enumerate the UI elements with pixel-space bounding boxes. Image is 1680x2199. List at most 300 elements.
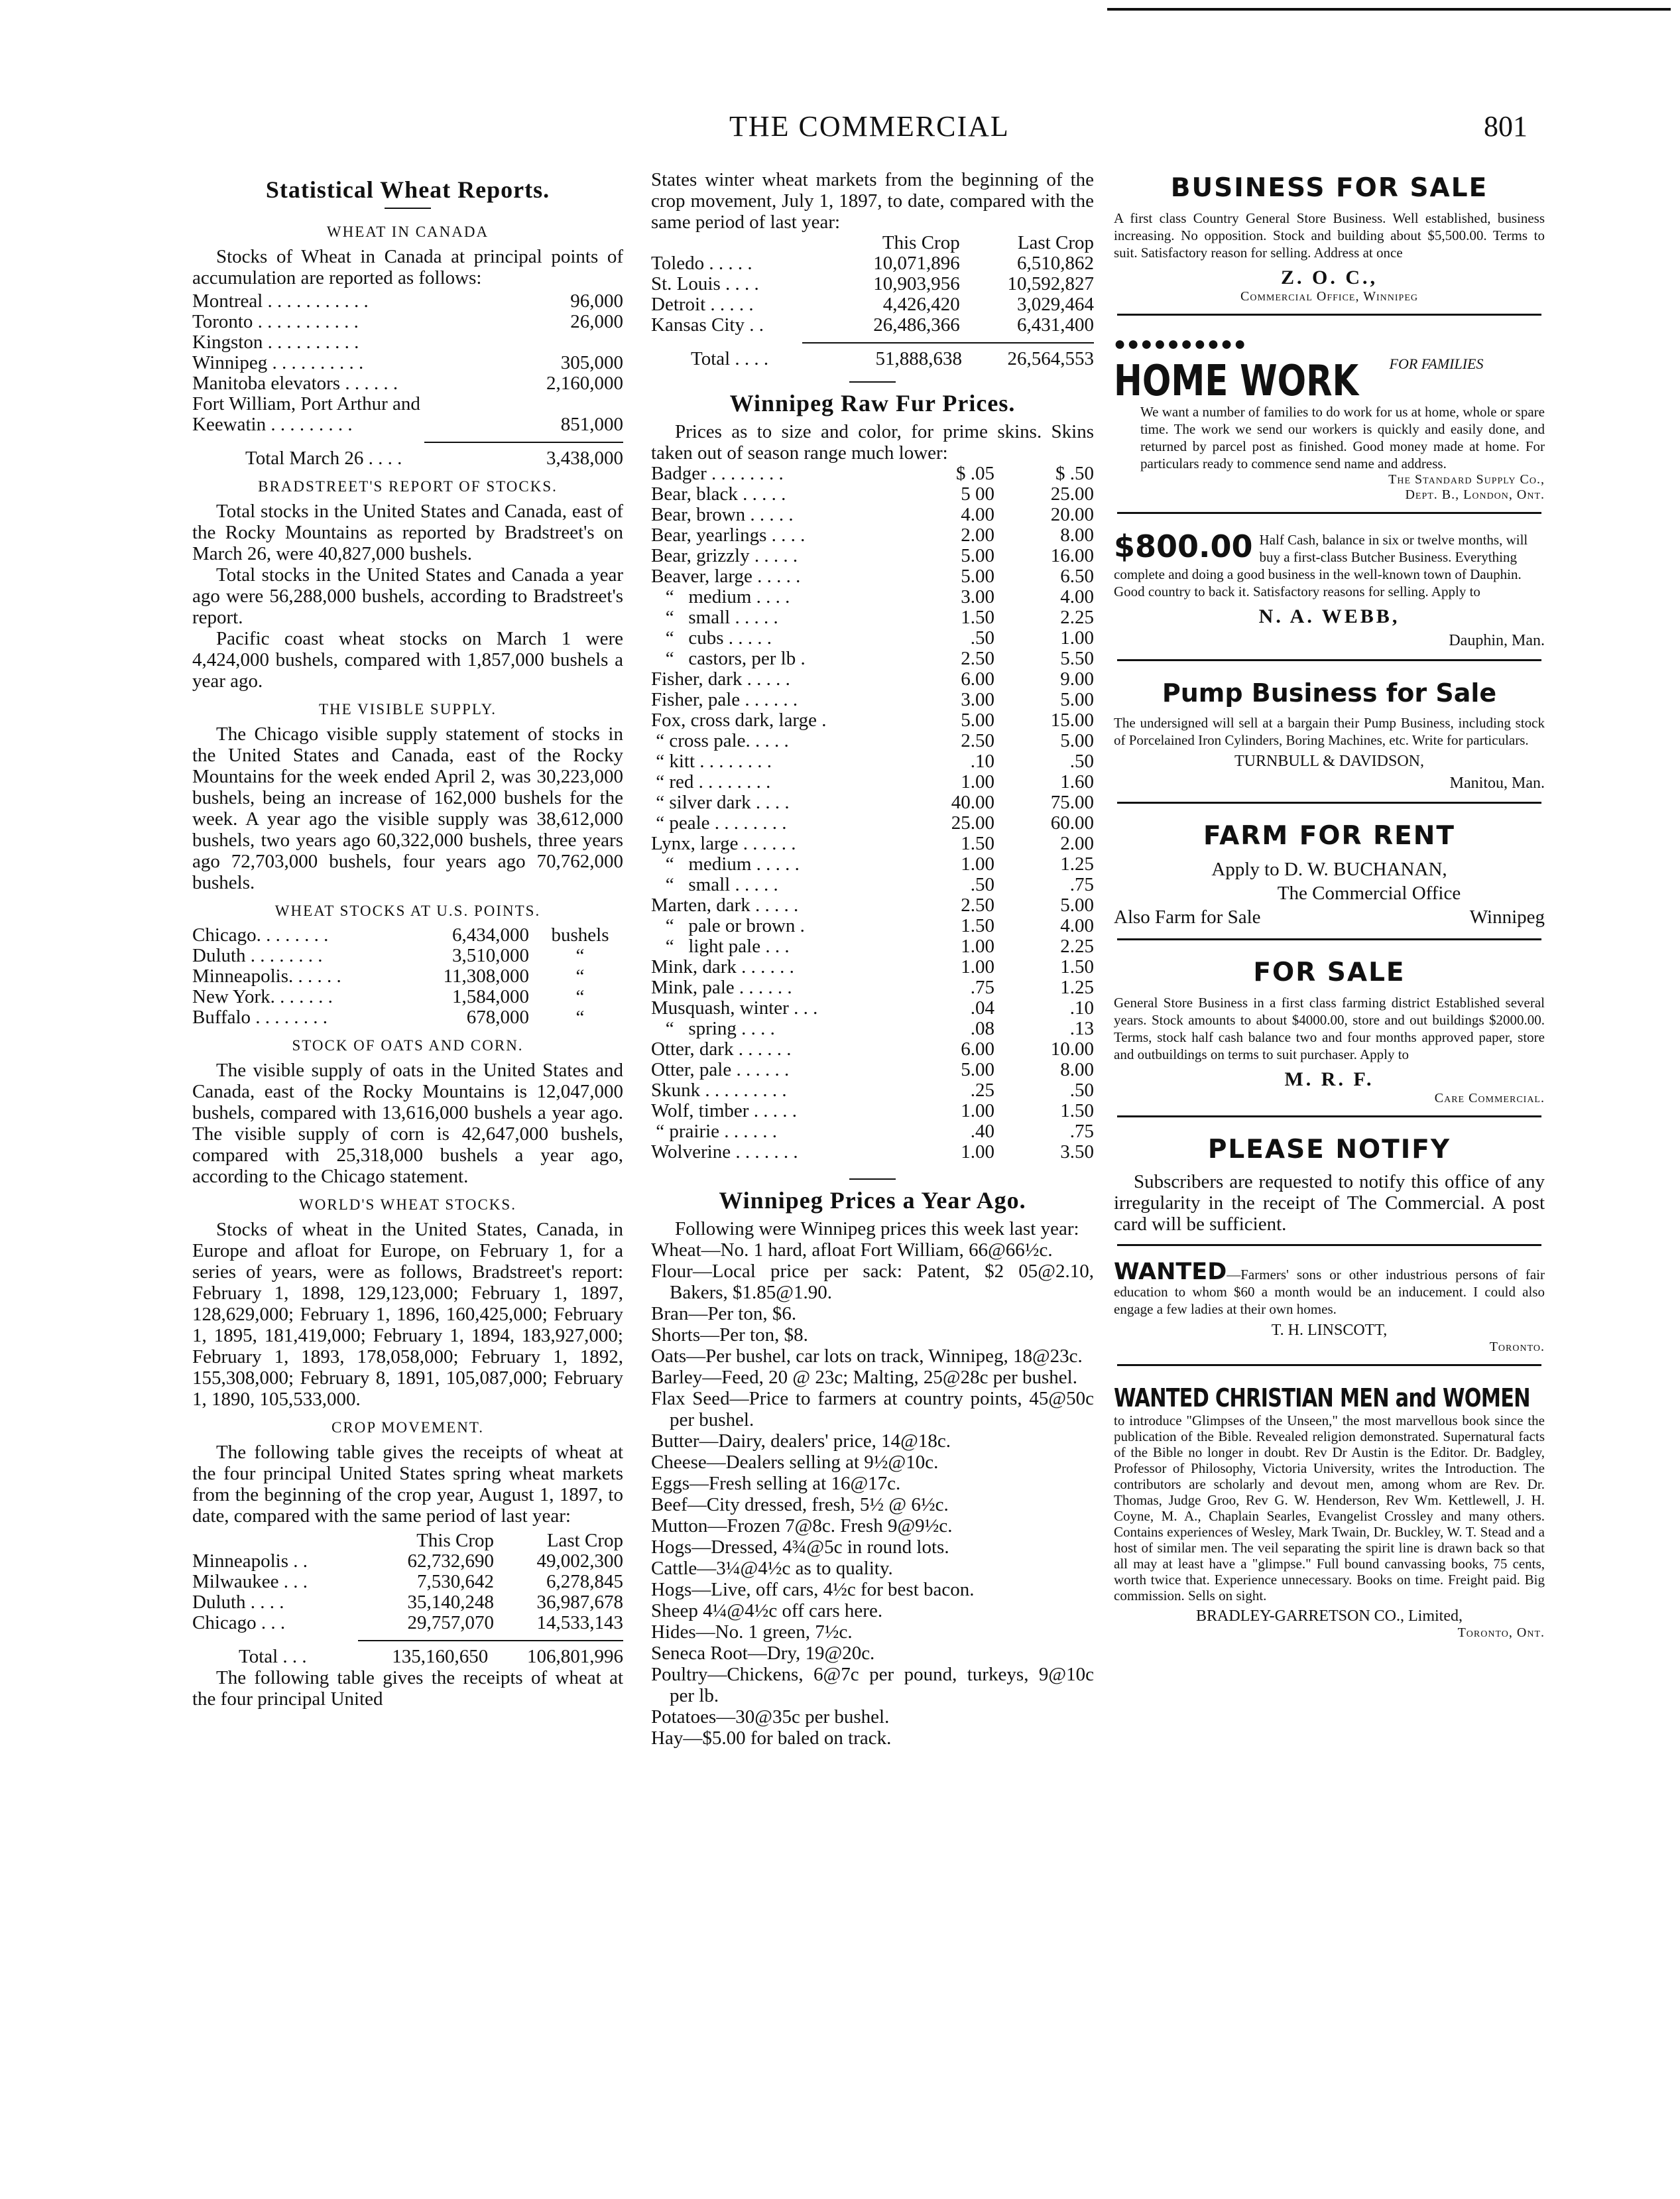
- table-row: [651, 566, 1094, 587]
- butcher-ad: [1114, 531, 1545, 600]
- row-label: Duluth . . . . . . . .: [192, 945, 323, 966]
- row-unit: “: [575, 945, 585, 966]
- fur-high-price: 5.50: [1060, 648, 1094, 669]
- table-row: [651, 1101, 1094, 1121]
- fur-item: “ medium . . . .: [651, 586, 790, 607]
- table-row: [192, 332, 623, 353]
- fur-low-price: 1.50: [961, 833, 994, 854]
- price-item: Potatoes—30@35c per bushel.: [651, 1706, 890, 1728]
- fur-low-price: .08: [970, 1018, 994, 1039]
- column-header: This Crop: [416, 1530, 494, 1551]
- paragraph: The Chicago visible supply statement of stocks in the United States and Canada, east of the Rocky Mountains for the week ended April 2, was 30,223,000 bushels, being an increase of 162,000 bushels for the week. A year ago the visible supply was 38,612,000 bushels, two years ago 60,322,000 bushels, three years ago 72,703,000 bushels, four years ago 70,762,000 bushels.: [192, 723, 623, 893]
- ad-body: Subscribers are requested to notify this office of any irregularity in the receipt of The Commercial. A post card will be sufficient.: [1114, 1171, 1545, 1235]
- table-row: [651, 957, 1094, 977]
- ad-address: Dauphin, Man.: [1449, 632, 1545, 649]
- row-value: 96,000: [570, 290, 623, 312]
- table-row: [651, 813, 1094, 834]
- sum-rule: [802, 342, 1094, 344]
- ad-signature: N. A. WEBB,: [1258, 605, 1400, 627]
- paragraph: Pacific coast wheat stocks on March 1 were 4,424,000 bushels, compared with 1,857,000 bushels a year ago.: [192, 628, 623, 692]
- fur-item: “ small . . . . .: [651, 874, 778, 895]
- table-row: [192, 1572, 623, 1592]
- fur-low-price: 1.00: [961, 1100, 994, 1121]
- row-label: Duluth . . . .: [192, 1592, 284, 1613]
- fur-item: “ pale or brown .: [651, 915, 805, 936]
- ad-address: Manitou, Man.: [1449, 775, 1545, 792]
- table-row: [651, 751, 1094, 772]
- table-row: [651, 731, 1094, 751]
- ad-signature: The Standard Supply Co.,: [1388, 472, 1545, 487]
- row-label: Milwaukee . . .: [192, 1571, 308, 1592]
- table-row: [651, 587, 1094, 607]
- fur-item: Wolverine . . . . . . .: [651, 1141, 798, 1162]
- fur-high-price: 2.25: [1060, 936, 1094, 957]
- fur-prices-table: [651, 464, 1094, 1162]
- row-this-crop: 10,071,896: [873, 253, 960, 274]
- table-row: [192, 291, 623, 312]
- table-row: [651, 464, 1094, 484]
- fur-high-price: 1.25: [1060, 853, 1094, 875]
- fur-high-price: 8.00: [1060, 525, 1094, 546]
- fur-low-price: 40.00: [951, 792, 994, 813]
- table-row: [651, 772, 1094, 792]
- fur-low-price: 6.00: [961, 668, 994, 690]
- fur-item: “ cubs . . . . .: [651, 627, 772, 649]
- ad-title: BUSINESS FOR SALE: [1170, 173, 1488, 203]
- column-left: [192, 169, 623, 1710]
- ad-address: Care Commercial.: [1434, 1091, 1545, 1105]
- ad-title: WANTED CHRISTIAN MEN and WOMEN: [1114, 1383, 1530, 1413]
- fur-high-price: 16.00: [1050, 545, 1094, 566]
- table-row: [192, 987, 623, 1007]
- fur-item: Musquash, winter . . .: [651, 997, 818, 1019]
- page-number: 801: [1484, 110, 1528, 143]
- fur-item: “ small . . . . .: [651, 607, 778, 628]
- fur-item: “ light pale . . .: [651, 936, 790, 957]
- ad-signature: TURNBULL & DAVIDSON,: [1234, 753, 1424, 770]
- fur-high-price: 25.00: [1050, 483, 1094, 505]
- section-heading: CROP MOVEMENT.: [331, 1419, 484, 1436]
- fur-low-price: 1.00: [961, 1141, 994, 1162]
- paragraph: The following table gives the receipts of wheat at the four principal United States spring wheat markets from the beginning of the crop year, August 1, 1897, to date, compared with the same period of last year:: [192, 1442, 623, 1527]
- table-row: [651, 1039, 1094, 1060]
- price-list: [651, 1239, 1094, 1749]
- row-label: Toronto . . . . . . . . . . .: [192, 311, 359, 332]
- row-value: 305,000: [560, 352, 623, 373]
- table-row: [192, 1007, 623, 1028]
- table-row: [651, 1080, 1094, 1101]
- price-item: Oats—Per bushel, car lots on track, Winnipeg, 18@23c.: [651, 1346, 1083, 1367]
- row-label: Winnipeg . . . . . . . . . .: [192, 352, 364, 373]
- table-row: [192, 448, 623, 469]
- paragraph: Total stocks in the United States and Canada a year ago were 56,288,000 bushels, according to Bradstreet's report.: [192, 564, 623, 628]
- fur-low-price: .25: [970, 1080, 994, 1101]
- fur-item: Wolf, timber . . . . .: [651, 1100, 797, 1121]
- row-this-crop: 29,757,070: [407, 1612, 494, 1633]
- table-row: [651, 1142, 1094, 1162]
- fur-item: Fisher, pale . . . . . .: [651, 689, 798, 710]
- fur-item: Mink, pale . . . . . .: [651, 977, 792, 998]
- row-label: Kingston . . . . . . . . . .: [192, 332, 359, 353]
- fur-high-price: 2.25: [1060, 607, 1094, 628]
- fur-item: Marten, dark . . . . .: [651, 895, 799, 916]
- row-value: 6,434,000: [451, 924, 529, 946]
- total-last: 106,801,996: [527, 1646, 623, 1667]
- table-row: [192, 1613, 623, 1633]
- price-item: Flour—Local price per sack: Patent, $2 05@2.10, Bakers, $1.85@1.90.: [651, 1261, 1094, 1303]
- price-item: Hogs—Dressed, 4¾@5c in round lots.: [651, 1537, 949, 1558]
- winter-crop-total: [651, 349, 1094, 369]
- table-row: [192, 1592, 623, 1613]
- fur-high-price: 1.50: [1060, 1100, 1094, 1121]
- section-heading: WHEAT IN CANADA: [326, 223, 489, 240]
- price-item: Shorts—Per ton, $8.: [651, 1324, 808, 1346]
- table-row: [651, 349, 1094, 369]
- row-label: Kansas City . .: [651, 314, 764, 336]
- column-middle: [651, 169, 1094, 1749]
- fur-item: “ kitt . . . . . . . .: [651, 751, 772, 772]
- spring-crop-table: [192, 1531, 623, 1633]
- table-row: [651, 294, 1094, 315]
- table-row: [651, 977, 1094, 998]
- paragraph: States winter wheat markets from the beginning of the crop movement, July 1, 1897, to date, compared with the same period of last year:: [651, 169, 1094, 233]
- top-rule: [1107, 8, 1671, 11]
- fur-low-price: 1.00: [961, 853, 994, 875]
- home-work-heading: [1114, 357, 1545, 403]
- ad-title: HOME WORK: [1114, 357, 1359, 403]
- ad-title: FARM FOR RENT: [1203, 821, 1456, 851]
- price-item: Bran—Per ton, $6.: [651, 1303, 797, 1324]
- sum-rule: [424, 442, 623, 443]
- fur-item: Fox, cross dark, large .: [651, 710, 827, 731]
- table-row: [651, 998, 1094, 1019]
- fur-item: Lynx, large . . . . . .: [651, 833, 796, 854]
- us-stocks-table: [192, 925, 623, 1028]
- fur-item: “ prairie . . . . . .: [651, 1121, 778, 1142]
- table-row: [192, 373, 623, 394]
- fur-low-price: .50: [970, 874, 994, 895]
- ad-line: The Commercial Office: [1277, 883, 1461, 904]
- ad-divider: [1117, 1364, 1541, 1366]
- table-row: [192, 1551, 623, 1572]
- ad-address: Toronto, Ont.: [1457, 1625, 1545, 1640]
- ad-title: WANTED: [1114, 1259, 1227, 1285]
- fur-item: Bear, grizzly . . . . .: [651, 545, 798, 566]
- ad-body: Half Cash, balance in six or twelve months, will buy a first-class Butcher Business. Everything complete and doing a good business in the well-known town of Dauphin. Good country to back it. Satisfactory reasons for selling. Apply to: [1114, 532, 1528, 599]
- sum-rule: [358, 1640, 623, 1641]
- row-value: 26,000: [570, 311, 623, 332]
- fur-low-price: 1.50: [961, 915, 994, 936]
- table-row: [192, 925, 623, 946]
- row-value: 1,584,000: [451, 986, 529, 1007]
- ad-body: The undersigned will sell at a bargain their Pump Business, including stock of Porcelained Iron Cylinders, Boring Machines, etc. Write for particulars.: [1114, 715, 1545, 748]
- paragraph: The visible supply of oats in the United States and Canada, east of the Rocky Mountains is 12,047,000 bushels, compared with 13,616,000 bushels a year ago. The visible supply of corn is 42,647,000 bushels, compared with 25,318,000 bushels a year ago, according to the Chicago statement.: [192, 1060, 623, 1187]
- fur-item: “ spring . . . .: [651, 1018, 775, 1039]
- fur-low-price: .50: [970, 627, 994, 649]
- fur-low-price: 3.00: [961, 586, 994, 607]
- ad-line-right: Winnipeg: [1469, 907, 1545, 928]
- row-last-crop: 49,002,300: [536, 1550, 623, 1572]
- spring-crop-total: [192, 1647, 623, 1667]
- table-row: [651, 1121, 1094, 1142]
- column-header: This Crop: [882, 232, 960, 253]
- section-heading: BRADSTREET'S REPORT OF STOCKS.: [258, 478, 558, 495]
- fur-low-price: 5.00: [961, 566, 994, 587]
- year-ago-title: Winnipeg Prices a Year Ago.: [719, 1187, 1026, 1214]
- paragraph: The following table gives the receipts of wheat at the four principal United: [192, 1667, 623, 1710]
- winter-crop-table: [651, 233, 1094, 336]
- table-row: [192, 946, 623, 966]
- row-label: Chicago . . .: [192, 1612, 286, 1633]
- table-row: [651, 710, 1094, 731]
- page-header: [0, 109, 1680, 149]
- fur-high-price: 4.00: [1060, 915, 1094, 936]
- fur-item: Beaver, large . . . . .: [651, 566, 801, 587]
- row-value: 678,000: [466, 1007, 529, 1028]
- row-label: Detroit . . . . .: [651, 294, 754, 315]
- total-label: Total March 26 . . . .: [245, 448, 402, 469]
- fur-item: “ medium . . . . .: [651, 853, 800, 875]
- fur-high-price: 5.00: [1060, 730, 1094, 751]
- fur-item: Badger . . . . . . . .: [651, 463, 784, 484]
- table-row: [651, 525, 1094, 546]
- fur-low-price: 1.00: [961, 936, 994, 957]
- fur-item: “ cross pale. . . . .: [651, 730, 789, 751]
- price-item: Poultry—Chickens, 6@7c per pound, turkeys, 9@10c per lb.: [651, 1664, 1094, 1706]
- ad-address: Commercial Office, Winnipeg: [1240, 289, 1418, 304]
- fur-low-price: 3.00: [961, 689, 994, 710]
- row-value: 11,308,000: [443, 966, 529, 987]
- section-rule: [849, 381, 896, 383]
- fur-low-price: .40: [970, 1121, 994, 1142]
- price-item: Beef—City dressed, fresh, 5½ @ 6½c.: [651, 1494, 949, 1515]
- price-item: Sheep 4¼@4½c off cars here.: [651, 1600, 883, 1621]
- fur-high-price: $ .50: [1055, 463, 1094, 484]
- total-this: 51,888,638: [875, 348, 963, 369]
- section-heading: STOCK OF OATS AND CORN.: [292, 1037, 524, 1054]
- row-unit: bushels: [551, 924, 609, 946]
- table-row: [192, 353, 623, 373]
- paragraph: Prices as to size and color, for prime skins. Skins taken out of season range much lower:: [651, 421, 1094, 464]
- row-label: Manitoba elevators . . . . . .: [192, 373, 398, 394]
- fur-low-price: 2.50: [961, 648, 994, 669]
- fur-prices-title: Winnipeg Raw Fur Prices.: [729, 390, 1016, 416]
- ad-price: $800.00: [1114, 531, 1253, 564]
- table-row: [192, 414, 623, 435]
- table-row: [651, 669, 1094, 690]
- fur-high-price: .50: [1069, 1080, 1094, 1101]
- section-heading: WHEAT STOCKS AT U.S. POINTS.: [274, 903, 541, 919]
- fur-high-price: 75.00: [1050, 792, 1094, 813]
- table-row: [651, 484, 1094, 505]
- fur-high-price: .10: [1069, 997, 1094, 1019]
- row-this-crop: 62,732,690: [407, 1550, 494, 1572]
- fur-low-price: .75: [970, 977, 994, 998]
- row-label: Toledo . . . . .: [651, 253, 752, 274]
- row-value: [514, 394, 623, 414]
- table-row: [651, 628, 1094, 649]
- ad-divider: [1117, 512, 1541, 514]
- running-head: THE COMMERCIAL: [729, 110, 1010, 143]
- table-row: [192, 394, 623, 414]
- table-row: [651, 546, 1094, 566]
- price-item: Barley—Feed, 20 @ 23c; Malting, 25@28c per bushel.: [651, 1367, 1077, 1388]
- table-header-row: [192, 1531, 623, 1551]
- fur-low-price: 1.50: [961, 607, 994, 628]
- table-row: [651, 834, 1094, 854]
- row-last-crop: 6,510,862: [1017, 253, 1094, 274]
- fur-low-price: 1.00: [961, 771, 994, 792]
- fur-high-price: .75: [1069, 1121, 1094, 1142]
- section-rule: [849, 1178, 896, 1180]
- total-this: 135,160,650: [392, 1646, 489, 1667]
- fur-item: Otter, dark . . . . . .: [651, 1038, 792, 1060]
- fur-low-price: 2.00: [961, 525, 994, 546]
- fur-high-price: .75: [1069, 874, 1094, 895]
- fur-item: “ silver dark . . . .: [651, 792, 790, 813]
- fur-item: Bear, yearlings . . . .: [651, 525, 806, 546]
- ad-title: Pump Business for Sale: [1162, 678, 1497, 708]
- table-row: [651, 854, 1094, 875]
- fur-high-price: 5.00: [1060, 895, 1094, 916]
- row-this-crop: 4,426,420: [882, 294, 960, 315]
- row-label: St. Louis . . . .: [651, 273, 759, 294]
- table-header-row: [651, 233, 1094, 253]
- ad-divider: [1117, 1115, 1541, 1117]
- ad-body: General Store Business in a first class farming district Established several years. Stock amounts to about $4000.00, store and out buildings $2000.00. Terms, stock half cash balance two and four months approved paper, store and outbuildings on terms to suit purchaser. Apply to: [1114, 995, 1545, 1062]
- fur-low-price: 25.00: [951, 812, 994, 834]
- fur-high-price: .13: [1069, 1018, 1094, 1039]
- fur-high-price: 2.00: [1060, 833, 1094, 854]
- ad-line-left: Also Farm for Sale: [1114, 907, 1261, 928]
- ad-divider: [1117, 659, 1541, 661]
- ad-body: We want a number of families to do work for us at home, whole or spare time. The work we send our workers is quickly and easily done, and returned by parcel post as finished. Good money made at home. For particulars ready to commence send name and address.: [1140, 404, 1545, 471]
- fur-high-price: 1.60: [1060, 771, 1094, 792]
- fur-high-price: 1.25: [1060, 977, 1094, 998]
- fur-low-price: 2.50: [961, 895, 994, 916]
- fur-item: Bear, black . . . . .: [651, 483, 786, 505]
- fur-low-price: 4.00: [961, 504, 994, 525]
- price-item: Wheat—No. 1 hard, afloat Fort William, 66@66½c.: [651, 1239, 1053, 1261]
- fur-high-price: 1.50: [1060, 956, 1094, 977]
- row-this-crop: 10,903,956: [873, 273, 960, 294]
- paragraph: Following were Winnipeg prices this week last year:: [675, 1218, 1079, 1239]
- wheat-reports-title: Statistical Wheat Reports.: [265, 176, 550, 203]
- fur-high-price: 20.00: [1050, 504, 1094, 525]
- fur-high-price: 15.00: [1050, 710, 1094, 731]
- price-item: Mutton—Frozen 7@8c. Fresh 9@9½c.: [651, 1515, 953, 1537]
- fur-high-price: 10.00: [1050, 1038, 1094, 1060]
- fur-item: “ peale . . . . . . . .: [651, 812, 787, 834]
- fur-low-price: .10: [970, 751, 994, 772]
- fur-item: Otter, pale . . . . . .: [651, 1059, 790, 1080]
- ad-body: A first class Country General Store Business. Well established, business increasing. No opposition. Stock and building about $5,500.00. Terms to suit. Satisfactory reason for selling. Address at once: [1114, 210, 1545, 261]
- ad-signature: Z. O. C.,: [1280, 267, 1378, 288]
- table-row: [651, 315, 1094, 336]
- row-this-crop: 26,486,366: [873, 314, 960, 336]
- table-row: [651, 253, 1094, 274]
- fur-item: Fisher, dark . . . . .: [651, 668, 790, 690]
- ad-signature: BRADLEY-GARRETSON CO., Limited,: [1196, 1607, 1463, 1625]
- ad-divider: [1117, 938, 1541, 940]
- ad-signature: M. R. F.: [1284, 1068, 1374, 1090]
- table-row: [651, 936, 1094, 957]
- fur-high-price: .50: [1069, 751, 1094, 772]
- paragraph: Stocks of Wheat in Canada at principal points of accumulation are reported as follows:: [192, 246, 623, 288]
- ad-title: FOR SALE: [1253, 958, 1406, 987]
- ad-signature: T. H. LINSCOTT,: [1271, 1322, 1388, 1339]
- row-last-crop: 14,533,143: [536, 1612, 623, 1633]
- price-item: Cattle—3¼@4½c as to quality.: [651, 1558, 893, 1579]
- fur-high-price: 4.00: [1060, 586, 1094, 607]
- fur-item: Bear, brown . . . . .: [651, 504, 794, 525]
- price-item: Cheese—Dealers selling at 9½@10c.: [651, 1452, 939, 1473]
- dots-ornament: ●●●●●●●●●●: [1114, 333, 1248, 355]
- row-label: Montreal . . . . . . . . . . .: [192, 290, 369, 312]
- table-row: [651, 505, 1094, 525]
- table-row: [651, 875, 1094, 895]
- ad-line: Apply to D. W. BUCHANAN,: [1211, 859, 1447, 880]
- row-label: Minneapolis. . . . . .: [192, 966, 341, 987]
- row-last-crop: 3,029,464: [1017, 294, 1094, 315]
- table-row: [651, 649, 1094, 669]
- row-last-crop: 6,278,845: [546, 1571, 623, 1592]
- table-row: [651, 274, 1094, 294]
- price-item: Butter—Dairy, dealers' price, 14@18c.: [651, 1430, 951, 1452]
- fur-item: Mink, dark . . . . . .: [651, 956, 794, 977]
- fur-low-price: 5 00: [961, 483, 994, 505]
- row-unit: “: [575, 966, 585, 987]
- fur-low-price: 1.00: [961, 956, 994, 977]
- fur-high-price: 5.00: [1060, 689, 1094, 710]
- ad-subtitle: FOR FAMILIES: [1389, 357, 1484, 372]
- canada-stocks-table: [192, 291, 623, 435]
- row-last-crop: 10,592,827: [1007, 273, 1094, 294]
- price-item: Seneca Root—Dry, 19@20c.: [651, 1643, 875, 1664]
- table-row: [651, 1060, 1094, 1080]
- ad-divider: [1117, 1244, 1541, 1246]
- row-this-crop: 7,530,642: [417, 1571, 494, 1592]
- fur-low-price: 5.00: [961, 710, 994, 731]
- fur-item: Skunk . . . . . . . . .: [651, 1080, 787, 1101]
- table-row: [651, 1019, 1094, 1039]
- fur-low-price: $ .05: [956, 463, 994, 484]
- ad-body: —Farmers' sons or other industrious persons of fair education to whom $60 a month would be an inducement. I could also engage a few ladies at their own homes.: [1114, 1267, 1545, 1317]
- row-value: 3,510,000: [451, 945, 529, 966]
- column-header: Last Crop: [546, 1530, 623, 1551]
- fur-item: “ castors, per lb .: [651, 648, 806, 669]
- row-label: Chicago. . . . . . . .: [192, 924, 329, 946]
- fur-high-price: 9.00: [1060, 668, 1094, 690]
- table-row: [651, 916, 1094, 936]
- table-row: [651, 895, 1094, 916]
- price-item: Flax Seed—Price to farmers at country points, 45@50c per bushel.: [651, 1388, 1094, 1430]
- ad-divider: [1117, 802, 1541, 804]
- canada-total: [192, 448, 623, 469]
- row-label: Buffalo . . . . . . . .: [192, 1007, 328, 1028]
- fur-high-price: 1.00: [1060, 627, 1094, 649]
- table-row: [651, 690, 1094, 710]
- row-value: 851,000: [560, 414, 623, 435]
- table-row: [192, 966, 623, 987]
- fur-low-price: 6.00: [961, 1038, 994, 1060]
- row-last-crop: 6,431,400: [1017, 314, 1094, 336]
- total-label: Total . . .: [239, 1646, 307, 1667]
- fur-high-price: 6.50: [1060, 566, 1094, 587]
- fur-high-price: 60.00: [1050, 812, 1094, 834]
- paragraph: Stocks of wheat in the United States, Canada, in Europe and afloat for Europe, on February 1, for a series of years, were as follows, Bradstreet's report: February 1, 1898, 129,123,000; February 1, 1897, 128,629,000; February 1, 1896, 160,425,000; February 1, 1895, 181,419,000; February 1, 1894, 183,927,000; February 1, 1893, 178,058,000; February 1, 1892, 155,308,000; February 8, 1891, 105,087,000; February 1, 1890, 105,533,000.: [192, 1219, 623, 1410]
- price-item: Hay—$5.00 for baled on track.: [651, 1728, 892, 1749]
